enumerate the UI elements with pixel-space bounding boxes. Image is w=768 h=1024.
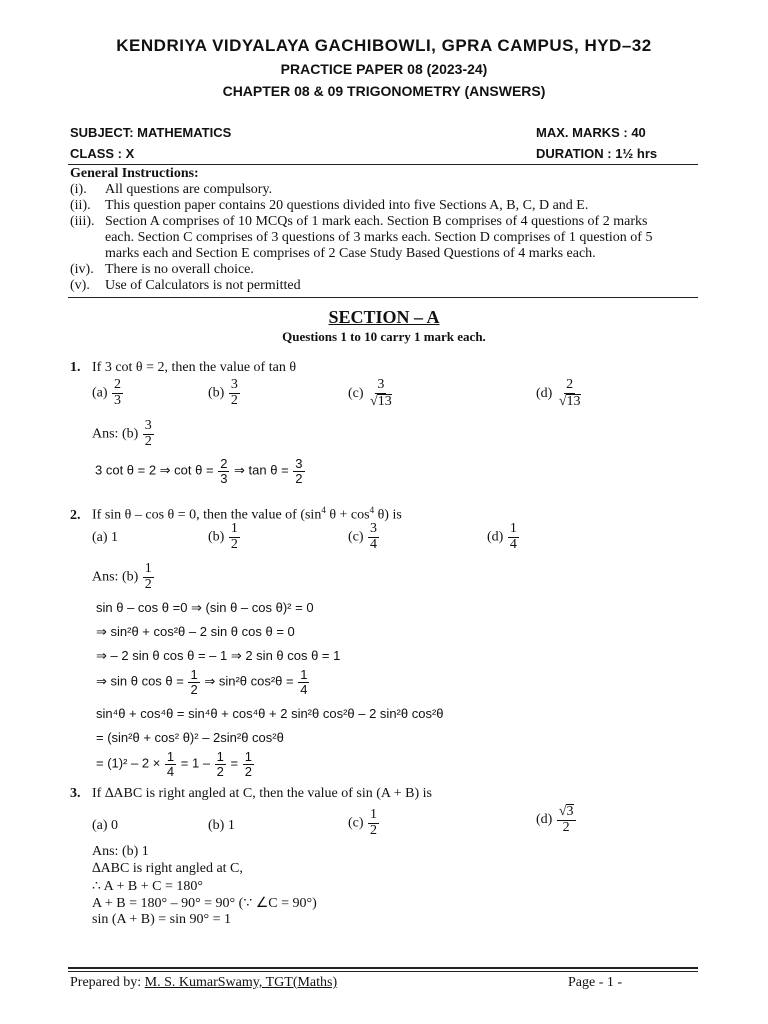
option-b: (b) $\frac{1}{2}$ [208, 521, 238, 552]
subject-label: SUBJECT: MATHEMATICS [70, 125, 232, 140]
option-b: (b) 1 [208, 818, 235, 833]
footer-credit: Prepared by: M. S. KumarSwamy, TGT(Maths) [70, 975, 338, 990]
option-a [92, 378, 124, 408]
instruction-num: (ii). [70, 198, 91, 213]
answer-line: ∴ A + B + C = 180° [92, 879, 203, 894]
option-label: (b) [208, 385, 225, 401]
page-number: Page - 1 - [568, 975, 623, 990]
question-number: 3. [70, 786, 81, 801]
instruction-num: (i). [70, 182, 87, 197]
section-subtitle: Questions 1 to 10 carry 1 mark each. [282, 329, 486, 344]
header-divider [68, 164, 698, 165]
instruction-num: (iv). [70, 262, 94, 277]
working-line: 3 cot θ = 2 ⇒ cot θ = $\frac{2}{3}$ ⇒ tan θ = $\frac{3}{2}$ [95, 456, 303, 486]
working-line: ⇒ sin²θ + cos²θ – 2 sin θ cos θ = 0 [96, 624, 295, 639]
option-a: (a) 1 [92, 530, 119, 545]
question-2: 2. If sin θ – cos θ = 0, then the value of ($\sin^4$ $\theta + \cos^4 \theta$) is [70, 505, 402, 523]
chapter-title: CHAPTER 08 & 09 TRIGONOMETRY (ANSWERS) [222, 83, 546, 99]
option-c [348, 378, 395, 409]
answer [92, 419, 155, 449]
option-label: (c) [348, 385, 364, 401]
answer-line: Ans: (b) 1 [92, 844, 149, 859]
footer-divider [68, 967, 698, 969]
fraction: $\frac{2}{√13}$ [558, 377, 581, 409]
fraction: $\frac{2}{3}$ [114, 377, 122, 408]
working-line: = (sin²θ + cos² θ)² – 2sin²θ cos²θ [96, 730, 284, 745]
option-d [536, 378, 584, 409]
option-d: (d) $\frac{√3}{2}$ [536, 804, 574, 835]
school-title: KENDRIYA VIDYALAYA GACHIBOWLI, GPRA CAMPUS, HYD–32 [116, 36, 652, 55]
instruction-num: (iii). [70, 214, 95, 229]
fraction: $\frac{3}{2}$ [144, 418, 152, 449]
answer-label: Ans: (b) [92, 426, 139, 442]
instruction-text: There is no overall choice. [105, 262, 254, 277]
max-marks-label: MAX. MARKS : 40 [536, 125, 646, 140]
instruction-text: This question paper contains 20 questions divided into five Sections A, B, C, D and E. [105, 198, 589, 213]
instruction-item [70, 214, 647, 230]
footer-divider-thin [68, 971, 698, 972]
option-label: (d) [536, 385, 553, 401]
duration-label: DURATION : 1½ hrs [536, 146, 658, 161]
instruction-text: marks each and Section E comprises of 2 Case Study Based Questions of 4 marks each. [105, 246, 596, 261]
author-name: M. S. KumarSwamy, TGT(Maths) [144, 975, 338, 990]
instruction-item [70, 198, 588, 214]
instruction-item [70, 278, 301, 294]
working-line: ⇒ sin θ cos θ = $\frac{1}{2}$ ⇒ sin²θ cos²θ = $\frac{1}{4}$ [96, 667, 308, 697]
instruction-item [70, 262, 254, 278]
class-label: CLASS : X [70, 146, 135, 161]
option-b [208, 378, 241, 408]
option-c: (c) $\frac{3}{4}$ [348, 521, 378, 552]
working-line: = (1)² – 2 × $\frac{1}{4}$ = 1 – $\frac{1}{2}$ = $\frac{1}{2}$ [96, 749, 252, 779]
option-label: (a) [92, 385, 108, 401]
question-1 [70, 360, 296, 376]
answer-line: sin (A + B) = sin 90° = 1 [92, 912, 231, 927]
answer: Ans: (b) $\frac{1}{2}$ [92, 561, 152, 592]
working-line: sin θ – cos θ =0 ⇒ (sin θ – cos θ)² = 0 [96, 600, 314, 615]
instruction-num: (v). [70, 278, 90, 293]
working-line: ⇒ – 2 sin θ cos θ = – 1 ⇒ 2 sin θ cos θ = 1 [96, 648, 341, 663]
instruction-text: Section A comprises of 10 MCQs of 1 mark each. Section B comprises of 4 questions of 2 marks [105, 214, 648, 229]
instruction-item [70, 182, 272, 198]
question-text: If 3 cot θ = 2, then the value of tan θ [92, 360, 297, 375]
question-number: 2. [70, 507, 81, 523]
instruction-text: Use of Calculators is not permitted [105, 278, 301, 293]
instruction-text: All questions are compulsory. [105, 182, 273, 197]
fraction: $\frac{3}{√13}$ [370, 377, 392, 409]
answer-line: ∆ABC is right angled at C, [92, 861, 243, 876]
fraction: $\frac{3}{2}$ [230, 377, 238, 408]
instruction-text: each. Section C comprises of 3 questions of 3 marks each. Section D comprises of 1 question of 5 [105, 230, 653, 245]
instructions-divider [68, 297, 698, 298]
instructions-heading: General Instructions: [70, 166, 199, 181]
option-c: (c) $\frac{1}{2}$ [348, 807, 378, 838]
working-line: sin⁴θ + cos⁴θ = sin⁴θ + cos⁴θ + 2 sin²θ cos²θ – 2 sin²θ cos²θ [96, 706, 444, 721]
question-3: 3. If ∆ABC is right angled at C, then the value of sin (A + B) is [70, 786, 432, 801]
section-title: SECTION – A [328, 307, 440, 327]
answer-line: A + B = 180° – 90° = 90° (∵ ∠C = 90°) [92, 896, 317, 911]
question-number: 1. [70, 360, 81, 375]
option-d: (d) $\frac{1}{4}$ [487, 521, 517, 552]
paper-title: PRACTICE PAPER 08 (2023-24) [280, 61, 488, 77]
option-a: (a) 0 [92, 818, 119, 833]
